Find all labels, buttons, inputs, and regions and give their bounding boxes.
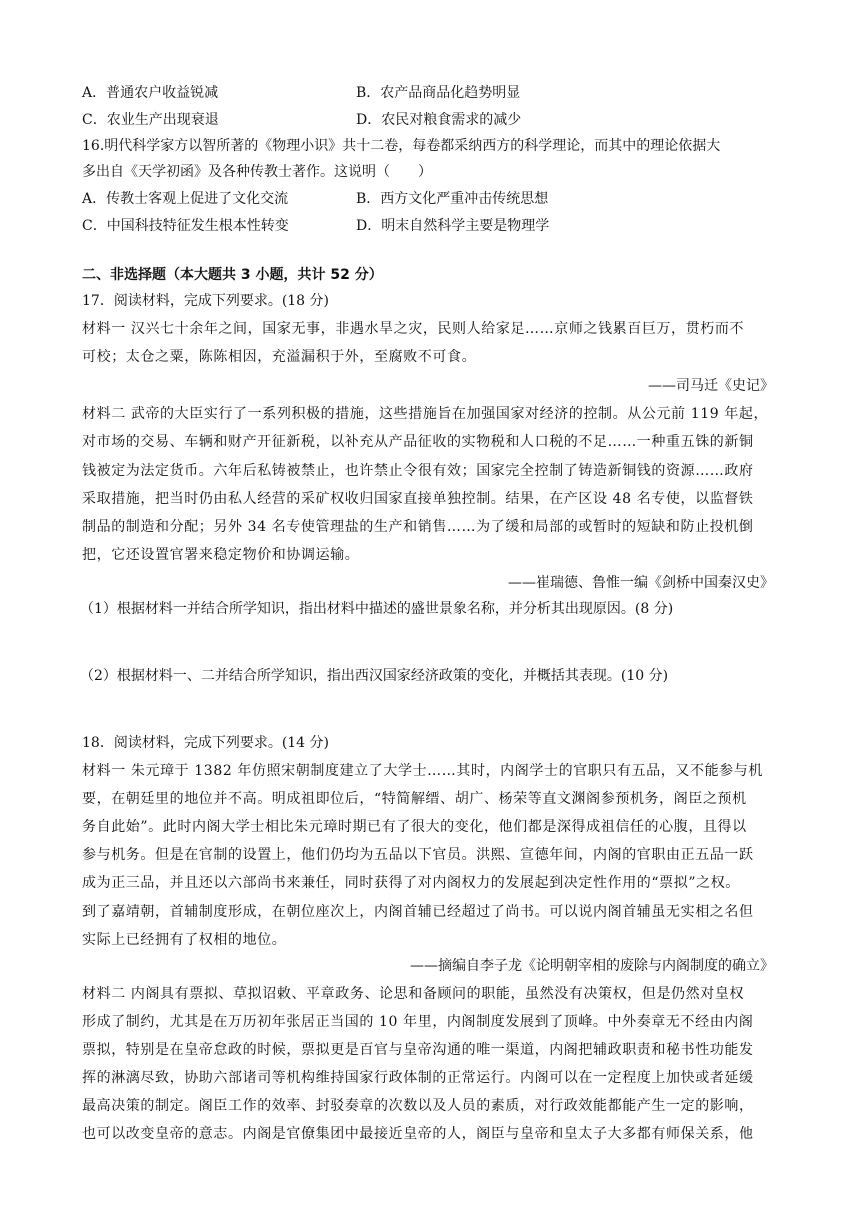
q18-title: 18．阅读材料，完成下列要求。(14 分) [82, 735, 330, 751]
q18-material-line: 形成了制约，尤其是在万历初年张居正当国的 10 年里，内阁制度发展到了顶峰。中外奏章无不经由内阁 [82, 1014, 754, 1030]
q16-stem-line: 16.明代科学家方以智所著的《物理小识》共十二卷，每卷都采纳西方的科学理论，而其中的理论依据大 [82, 138, 721, 154]
q18-material-line: 材料二 内阁具有票拟、草拟诏敕、平章政务、论思和备顾问的职能，虽然没有决策权，但是仍然对皇权 [82, 986, 745, 1002]
q15-option-a: A．普通农户收益锐减 [82, 85, 219, 101]
q18-material-line: 要，在朝廷里的地位并不高。明成祖即位后，“特简解缙、胡广、杨荣等直文渊阁参预机务，阁臣之预机 [82, 791, 747, 807]
q18-material-line: 成为正三品，并且还以六部尚书来兼任，同时获得了对内阁权力的发展起到决定性作用的“票拟”之权。 [82, 875, 740, 891]
q17-material-line: 制品的制造和分配；另外 34 名专使管理盐的生产和销售……为了缓和局部的或暂时的短缺和防止投机倒 [82, 519, 754, 535]
q17-material-line: 材料二 武帝的大臣实行了一系列积极的措施，这些措施旨在加强国家对经济的控制。从公元前 119 年起， [82, 406, 769, 422]
q18-material-line: 也可以改变皇帝的意志。内阁是官僚集团中最接近皇帝的人，阁臣与皇帝和皇太子大多都有师保关系，他 [82, 1126, 754, 1142]
q17-material-line: 钱被定为法定货币。六年后私铸被禁止，也许禁止令很有效；国家完全控制了铸造新铜钱的资源……政府 [82, 463, 754, 479]
q16-option-d: D．明末自然科学主要是物理学 [356, 218, 550, 234]
q17-material-line: 可校；太仓之粟，陈陈相因，充溢漏积于外，至腐败不可食。 [82, 349, 477, 365]
q18-material-line: 到了嘉靖朝，首辅制度形成，在朝位座次上，内阁首辅已经超过了尚书。可以说内阁首辅虽无实相之名但 [82, 904, 754, 920]
q16-option-a: A．传教士客观上促进了文化交流 [82, 191, 289, 207]
q18-material1-source: ——摘编自李子龙《论明朝宰相的废除与内阁制度的确立》 [410, 958, 774, 974]
q17-material-line: 对市场的交易、车辆和财产开征新税，以补充从产品征收的实物税和人口税的不足……一种重五铢的新铜 [82, 434, 754, 450]
q17-material2-source: ——崔瑞德、鲁惟一编《剑桥中国秦汉史》 [508, 575, 774, 591]
q15-option-c: C．农业生产出现衰退 [82, 112, 219, 128]
section-heading: 二、非选择题（本大题共 3 小题，共计 52 分） [82, 267, 383, 283]
q17-material-line: 把，它还设置官署来稳定物价和协调运输。 [82, 547, 360, 563]
q18-material-line: 最高决策的制定。阁臣工作的效率、封驳奏章的次数以及人员的素质，对行政效能都能产生一定的影响， [82, 1098, 754, 1114]
q18-material-line: 参与机务。但是在官制的设置上，他们仍均为五品以下官员。洪熙、宣德年间，内阁的官职由正五品一跃 [82, 847, 754, 863]
q17-material1-source: ——司马迁《史记》 [648, 378, 774, 394]
q16-option-b: B．西方文化严重冲击传统思想 [356, 191, 549, 207]
q18-material-line: 实际上已经拥有了权相的地位。 [82, 932, 287, 948]
q17-subquestion-2: （2）根据材料一、二并结合所学知识，指出西汉国家经济政策的变化，并概括其表现。(10 分) [80, 668, 669, 684]
q17-material-line: 采取措施，把当时仍由私人经营的采矿权收归国家直接单独控制。结果，在产区设 48 名专使，以监督铁 [82, 491, 754, 507]
q15-option-b: B．农产品商品化趋势明显 [356, 85, 521, 101]
q18-material-line: 票拟，特别是在皇帝怠政的时候，票拟更是百官与皇帝沟通的唯一渠道，内阁把辅政职责和秘书性功能发 [82, 1042, 754, 1058]
q16-stem-line: 多出自《天学初函》及各种传教士著作。这说明（ ） [82, 164, 432, 180]
q17-title: 17．阅读材料，完成下列要求。(18 分) [82, 293, 330, 309]
q15-option-d: D．农民对粮食需求的减少 [356, 112, 522, 128]
q18-material-line: 务自此始”。此时内阁大学士相比朱元璋时期已有了很大的变化，他们都是深得成祖信任的心腹，且得以 [82, 819, 747, 835]
q17-material-line: 材料一 汉兴七十余年之间，国家无事，非遇水旱之灾，民则人给家足……京师之钱累百巨万，贯朽而不 [82, 321, 745, 337]
q16-option-c: C．中国科技特征发生根本性转变 [82, 218, 289, 234]
q18-material-line: 挥的淋漓尽致，协助六部诸司等机构维持国家行政体制的正常运行。内阁可以在一定程度上加快或者延缓 [82, 1070, 754, 1086]
q18-material-line: 材料一 朱元璋于 1382 年仿照宋朝制度建立了大学士……其时，内阁学士的官职只有五品，又不能参与机 [82, 763, 763, 779]
q17-subquestion-1: （1）根据材料一并结合所学知识，指出材料中描述的盛世景象名称，并分析其出现原因。(8 分) [80, 601, 674, 617]
